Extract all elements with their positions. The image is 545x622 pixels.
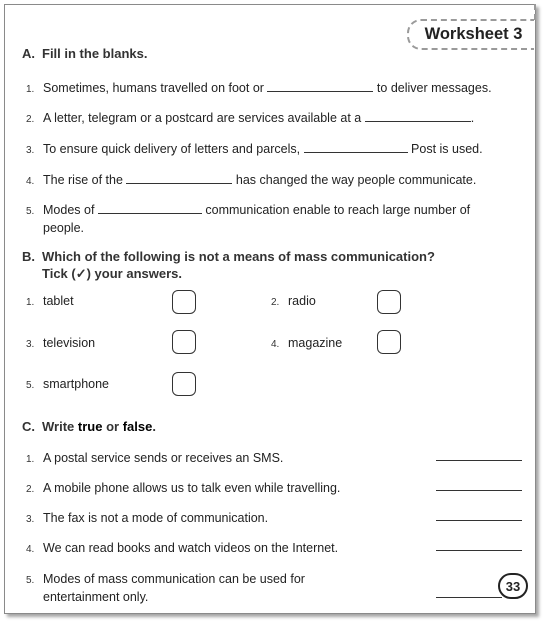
option-label: radio <box>288 294 316 308</box>
option-magazine <box>271 336 342 350</box>
item-text-line2: entertainment only. <box>43 590 149 604</box>
section-c-period: . <box>152 419 156 434</box>
page-number: 33 <box>498 573 528 599</box>
item-number: 4. <box>26 176 35 187</box>
tf-item-4 <box>26 540 338 558</box>
section-a-heading <box>22 46 147 61</box>
item-text: A letter, telegram or a postcard are services available at a <box>43 111 362 125</box>
answer-line[interactable] <box>436 490 522 491</box>
answer-blank[interactable] <box>304 142 408 153</box>
option-number: 5. <box>26 380 35 391</box>
item-text: has changed the way people communicate. <box>235 173 477 187</box>
answer-blank[interactable] <box>267 81 373 92</box>
section-b-letter: B. <box>22 249 35 264</box>
item-text: to deliver messages. <box>376 81 492 95</box>
tick-box-radio[interactable] <box>377 290 401 314</box>
option-number: 4. <box>271 339 280 350</box>
tick-box-television[interactable] <box>172 330 196 354</box>
option-number: 2. <box>271 297 280 308</box>
option-label: television <box>43 336 96 350</box>
tick-box-smartphone[interactable] <box>172 372 196 396</box>
item-text: Modes of mass communication can be used for <box>43 572 305 586</box>
item-number: 2. <box>26 484 35 495</box>
item-number: 4. <box>26 544 35 555</box>
option-tablet <box>26 294 74 308</box>
section-c-true-word: true <box>77 419 103 434</box>
answer-blank[interactable] <box>98 203 202 214</box>
fill-item-2 <box>26 110 474 128</box>
answer-blank[interactable] <box>126 173 232 184</box>
tf-item-3 <box>26 510 268 528</box>
tf-item-1 <box>26 450 283 468</box>
item-text: . <box>470 111 475 125</box>
section-a-title: Fill in the blanks. <box>42 46 148 61</box>
section-b-subtitle: Tick (✓) your answers. <box>42 266 182 281</box>
answer-line[interactable] <box>436 597 502 598</box>
answer-blank[interactable] <box>365 111 471 122</box>
option-label: magazine <box>288 336 343 350</box>
item-text: Post is used. <box>411 142 483 156</box>
worksheet-label: Worksheet 3 <box>407 19 534 50</box>
item-text: A mobile phone allows us to talk even while travelling. <box>43 481 341 495</box>
tick-box-tablet[interactable] <box>172 290 196 314</box>
option-smartphone <box>26 377 109 391</box>
item-number: 5. <box>26 575 35 586</box>
section-b-title: Which of the following is not a means of mass communication? <box>42 249 435 264</box>
fill-item-5 <box>26 202 470 237</box>
fill-item-1 <box>26 80 492 98</box>
section-c-or-word: or <box>106 419 120 434</box>
tick-box-magazine[interactable] <box>377 330 401 354</box>
item-text: Sometimes, humans travelled on foot or <box>43 81 264 95</box>
section-c-letter: C. <box>22 419 35 434</box>
fill-item-3 <box>26 141 483 159</box>
item-number: 5. <box>26 206 35 217</box>
item-text: The fax is not a mode of communication. <box>43 511 269 525</box>
fill-item-4 <box>26 172 476 190</box>
answer-line[interactable] <box>436 520 522 521</box>
item-text-line2: people. <box>43 221 85 235</box>
item-text: Modes of <box>43 203 95 217</box>
answer-line[interactable] <box>436 460 522 461</box>
item-text: A postal service sends or receives an SMS. <box>43 451 284 465</box>
option-radio <box>271 294 316 308</box>
section-c-heading <box>22 419 156 434</box>
answer-line[interactable] <box>436 550 522 551</box>
item-number: 3. <box>26 145 35 156</box>
tf-item-2 <box>26 480 340 498</box>
item-number: 3. <box>26 514 35 525</box>
section-a-letter: A. <box>22 46 35 61</box>
item-text: The rise of the <box>43 173 123 187</box>
option-television <box>26 336 95 350</box>
item-text: To ensure quick delivery of letters and parcels, <box>43 142 301 156</box>
option-number: 1. <box>26 297 35 308</box>
option-label: tablet <box>43 294 74 308</box>
option-label: smartphone <box>43 377 110 391</box>
item-number: 2. <box>26 114 35 125</box>
item-text: We can read books and watch videos on the Internet. <box>43 541 339 555</box>
item-text: communication enable to reach large number of <box>205 203 471 217</box>
tf-item-5 <box>26 571 305 606</box>
section-c-title: Write <box>42 419 75 434</box>
section-b-heading <box>22 249 435 282</box>
cut-line <box>500 4 536 20</box>
item-number: 1. <box>26 84 35 95</box>
item-number: 1. <box>26 454 35 465</box>
section-c-false-word: false <box>122 419 153 434</box>
option-number: 3. <box>26 339 35 350</box>
